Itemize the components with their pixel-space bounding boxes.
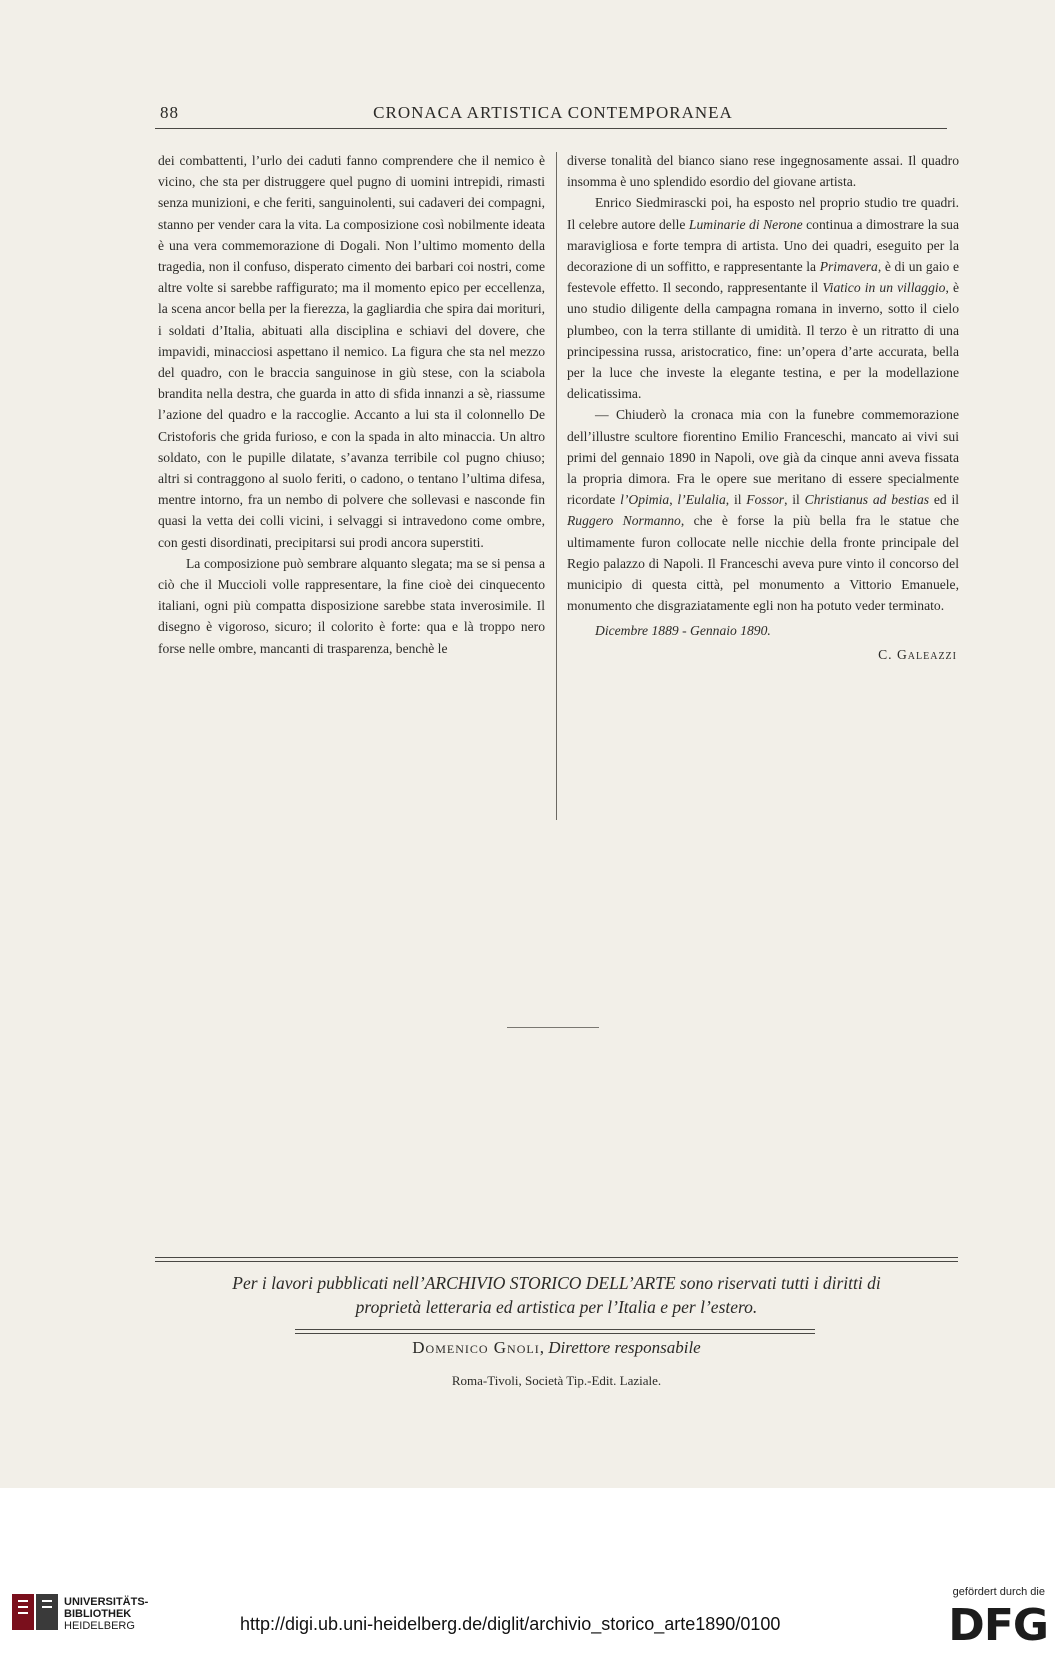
rights-notice-line-1: Per i lavori pubblicati nell’ARCHIVIO STORICO DELL’ARTE sono riservati tutti i diritti di — [232, 1273, 881, 1293]
right-column — [567, 150, 959, 665]
footer-rule — [155, 1261, 958, 1262]
text-run: continua a dimostrare la sua maravigliosa e forte tempra di artista. Uno dei quadri, eseguito per la decorazione di un soffitto, e rappresentante la — [567, 216, 960, 275]
artwork-title: Luminarie di Nerone — [688, 216, 803, 232]
text-run: , che è forse la più bella fra le statue che ultimamente furon collocate nelle nicchie della fronte principale del Regio palazzo di Napoli. Il Franceschi aveva pure vinto il concorso del municipio di questa città, pel monumento a Vittorio Emanuele, monumento che disgraziatamente egli non ha potuto veder terminato. — [567, 513, 959, 614]
page-number: 88 — [160, 103, 179, 122]
column-divider — [556, 152, 557, 820]
text-run: , — [669, 492, 678, 508]
dfg-logo-icon: DFG — [948, 1600, 1048, 1651]
right-paragraph-1: diverse tonalità del bianco siano rese ingegnosamente assai. Il quadro insomma è uno splendido esordio del giovane artista. — [567, 153, 959, 190]
director-role: Direttore responsabile — [548, 1338, 701, 1357]
left-paragraph-1: dei combattenti, l’urlo dei caduti fanno comprendere che il nemico è vicino, che sta per distruggere quel pugno di uomini intrepidi, rimasti senza munizioni, e che feriti, sanguinolenti, sui cadaveri dei compagni, stanno per vender cara la vita. La composizione così nobilmente ideata è una vera commemorazione di Dogali. Non l’ultimo momento della tragedia, non il confuso, disperato cimento dei barbari coi nostri, come altre volte si sarebbe raffigurato; ma il momento epico per eccellenza, la scena ancor bella per la fierezza, la gagliardia che spira dai morituri, i soldati d’Italia, abituati alla disciplina e schiavi del dovere, che impavidi, minacciosi aspettano il nemico. La figura che sta nel mezzo del quadro, con le braccia sanguinose in giù stese, con la sciabola brandita nella destra, che guarda in atto di sfida innanzi a sè, riassume l’azione del quadro e la raccoglie. Accanto a lui sta il colonnello De Cristoforis che grida furioso, e con la spada in alto minaccia. Un altro soldato, con le pupille dilatate, s’avanza terribile col pugno chiuso; altri si contraggono al suolo feriti, o cadono, o tentano l’ultima difesa, mentre intorno, fra un nembo di polvere che sollevasi e nasconde fin quasi la vetta dei colli vicini, i selvaggi si intravedono come ombre, con gesti disordinati, precipitarsi sui prodi ancora superstiti. — [158, 153, 545, 550]
right-paragraph-2 — [567, 192, 959, 404]
artwork-title: Christianus ad bestias — [804, 492, 930, 508]
text-run: ed il — [929, 492, 960, 508]
permalink-url[interactable]: http://digi.ub.uni-heidelberg.de/diglit/archivio_storico_arte1890/0100 — [240, 1614, 781, 1634]
text-run: , il — [784, 492, 805, 508]
artwork-title: Viatico in un villaggio — [822, 280, 946, 296]
artwork-title: Primavera — [819, 259, 878, 275]
university-library-logo-icon — [10, 1592, 60, 1632]
rights-notice — [155, 1271, 958, 1319]
footer-rule — [295, 1329, 815, 1330]
artwork-title: Ruggero Normanno — [567, 513, 681, 529]
text-run: , è di un gaio e festevole effetto. Il secondo, rappresentante il — [567, 259, 959, 296]
running-title: CRONACA ARTISTICA CONTEMPORANEA — [373, 103, 733, 122]
funded-by-label: gefördert durch die — [952, 1586, 1045, 1598]
text-run: Enrico Siedmirascki poi, ha esposto nel proprio studio tre quadri. Il celebre autore delle — [567, 195, 959, 232]
right-paragraph-3 — [567, 404, 959, 616]
text-run: , il — [725, 492, 747, 508]
printer-imprint: Roma-Tivoli, Società Tip.-Edit. Laziale. — [451, 1373, 662, 1388]
footer-rule — [295, 1333, 815, 1334]
header-rule — [155, 128, 947, 129]
library-line-1: UNIVERSITÄTS- — [64, 1596, 149, 1608]
text-run: , è uno studio diligente della campagna romana in inverno, sotto il cielo plumbeo, con la terra stillante di umidità. Il terzo è un ritratto di una principessina russa, aristocratico, fine: un’opera d’arte accurata, bella per la luce che investe la elegante testina, e per la modellazione delicatissima. — [567, 280, 959, 402]
footer-rule — [155, 1257, 958, 1258]
left-column — [158, 150, 545, 659]
director-name: Domenico Gnoli — [412, 1338, 540, 1357]
artwork-title: Fossor — [746, 492, 785, 508]
library-line-3: HEIDELBERG — [64, 1620, 135, 1632]
library-line-2: BIBLIOTHEK — [64, 1608, 132, 1620]
viewer-footer — [0, 1488, 1055, 1658]
artwork-title: l’Opimia — [620, 492, 670, 508]
library-name — [64, 1596, 148, 1632]
rights-notice-line-2: proprietà letteraria ed artistica per l’Italia e per l’estero. — [355, 1297, 758, 1317]
section-end-rule — [507, 1027, 599, 1028]
text-run: — Chiuderò la cronaca mia con la funebre commemorazione dell’illustre scultore fiorentino Emilio Franceschi, mancato ai vivi sui primi del gennaio 1890 in Napoli, ove già da cinque anni aveva fissata la propria dimora. Fra le opere sue meritano di essere specialmente ricordate — [567, 407, 959, 508]
artwork-title: l’Eulalia — [677, 492, 726, 508]
left-paragraph-2: La composizione può sembrare alquanto slegata; ma se si pensa a ciò che il Muccioli volle rappresentare, la fine cioè dei cinquecento italiani, ogni più compatta disposizione sarebbe stata inverosimile. Il disegno è vigoroso, sicuro; il colorito è forte: qua e là troppo nero forse nelle ombre, mancanti di trasparenza, benchè le — [158, 555, 545, 656]
director-separator: , — [539, 1338, 549, 1357]
director-line — [155, 1338, 958, 1358]
dateline: Dicembre 1889 - Gennaio 1890. — [595, 623, 771, 639]
author-signature: C. Galeazzi — [878, 646, 957, 662]
running-head — [160, 103, 946, 127]
